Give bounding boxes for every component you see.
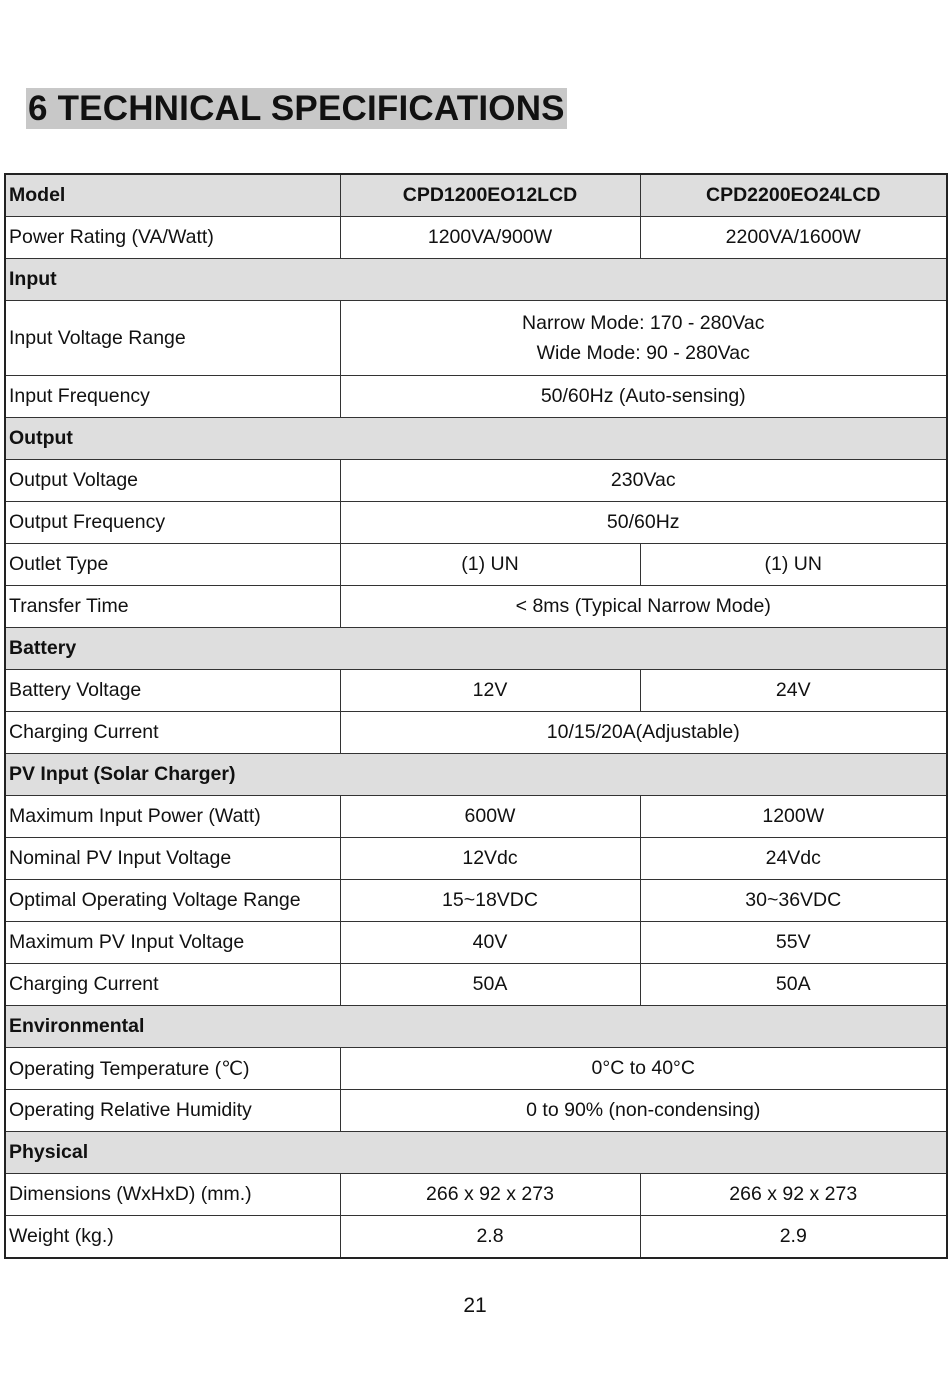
table-row [5, 544, 947, 586]
table-row [5, 1090, 947, 1132]
section-title: Output [5, 418, 947, 460]
cell-shared: 50/60Hz [340, 502, 947, 544]
cell-model-1: 12V [340, 670, 640, 712]
row-label: Nominal PV Input Voltage [5, 838, 340, 880]
cell-model-1: 266 x 92 x 273 [340, 1174, 640, 1216]
table-row [5, 922, 947, 964]
cell-model-2: 55V [640, 922, 947, 964]
row-label: Dimensions (WxHxD) (mm.) [5, 1174, 340, 1216]
cell-model-2: (1) UN [640, 544, 947, 586]
row-label: Optimal Operating Voltage Range [5, 880, 340, 922]
cell-model-1: 15~18VDC [340, 880, 640, 922]
cell-shared: 0 to 90% (non-condensing) [340, 1090, 947, 1132]
section-row-output [5, 418, 947, 460]
section-title: Physical [5, 1132, 947, 1174]
row-label: Operating Relative Humidity [5, 1090, 340, 1132]
table-row [5, 502, 947, 544]
row-label: Power Rating (VA/Watt) [5, 217, 340, 259]
row-label: Battery Voltage [5, 670, 340, 712]
row-label: Output Frequency [5, 502, 340, 544]
cell-shared: 0°C to 40°C [340, 1048, 947, 1090]
table-row [5, 1216, 947, 1259]
cell-model-2: 24Vdc [640, 838, 947, 880]
model-label: Model [5, 174, 340, 217]
row-label: Input Frequency [5, 376, 340, 418]
cell-model-2: 1200W [640, 796, 947, 838]
row-label: Output Voltage [5, 460, 340, 502]
section-title: PV Input (Solar Charger) [5, 754, 947, 796]
row-label: Outlet Type [5, 544, 340, 586]
table-row [5, 1174, 947, 1216]
table-row [5, 712, 947, 754]
table-row [5, 301, 947, 376]
table-row [5, 796, 947, 838]
table-row [5, 670, 947, 712]
cell-model-2: 266 x 92 x 273 [640, 1174, 947, 1216]
table-row [5, 460, 947, 502]
row-label: Operating Temperature (℃) [5, 1048, 340, 1090]
section-heading: 6 TECHNICAL SPECIFICATIONS [28, 89, 565, 128]
spec-table [4, 173, 948, 1259]
cell-model-2: 50A [640, 964, 947, 1006]
cell-model-1: 1200VA/900W [340, 217, 640, 259]
cell-shared: 50/60Hz (Auto-sensing) [340, 376, 947, 418]
cell-shared [340, 301, 947, 376]
row-label: Input Voltage Range [5, 301, 340, 376]
cell-model-1: 600W [340, 796, 640, 838]
section-row-battery [5, 628, 947, 670]
row-label: Transfer Time [5, 586, 340, 628]
section-row-input [5, 259, 947, 301]
row-label: Maximum PV Input Voltage [5, 922, 340, 964]
section-title: Battery [5, 628, 947, 670]
table-row [5, 217, 947, 259]
section-row-environmental [5, 1006, 947, 1048]
cell-model-1: 12Vdc [340, 838, 640, 880]
cell-shared: 10/15/20A(Adjustable) [340, 712, 947, 754]
row-label: Weight (kg.) [5, 1216, 340, 1259]
section-title: Input [5, 259, 947, 301]
table-row [5, 586, 947, 628]
table-row [5, 880, 947, 922]
cell-model-2: 2.9 [640, 1216, 947, 1259]
cell-line: Narrow Mode: 170 - 280Vac [522, 312, 765, 334]
cell-model-2: 30~36VDC [640, 880, 947, 922]
cell-shared: < 8ms (Typical Narrow Mode) [340, 586, 947, 628]
page-number: 21 [463, 1294, 487, 1317]
cell-model-1: (1) UN [340, 544, 640, 586]
cell-line: Wide Mode: 90 - 280Vac [536, 342, 750, 364]
table-header-row [5, 174, 947, 217]
table-row [5, 964, 947, 1006]
section-title: Environmental [5, 1006, 947, 1048]
section-row-pv-input [5, 754, 947, 796]
model-2-header: CPD2200EO24LCD [640, 174, 947, 217]
row-label: Maximum Input Power (Watt) [5, 796, 340, 838]
model-1-header: CPD1200EO12LCD [340, 174, 640, 217]
row-label: Charging Current [5, 712, 340, 754]
cell-model-1: 50A [340, 964, 640, 1006]
table-row [5, 1048, 947, 1090]
table-row [5, 838, 947, 880]
cell-model-2: 24V [640, 670, 947, 712]
cell-shared: 230Vac [340, 460, 947, 502]
cell-model-1: 2.8 [340, 1216, 640, 1259]
row-label: Charging Current [5, 964, 340, 1006]
cell-model-1: 40V [340, 922, 640, 964]
table-row [5, 376, 947, 418]
section-row-physical [5, 1132, 947, 1174]
cell-model-2: 2200VA/1600W [640, 217, 947, 259]
